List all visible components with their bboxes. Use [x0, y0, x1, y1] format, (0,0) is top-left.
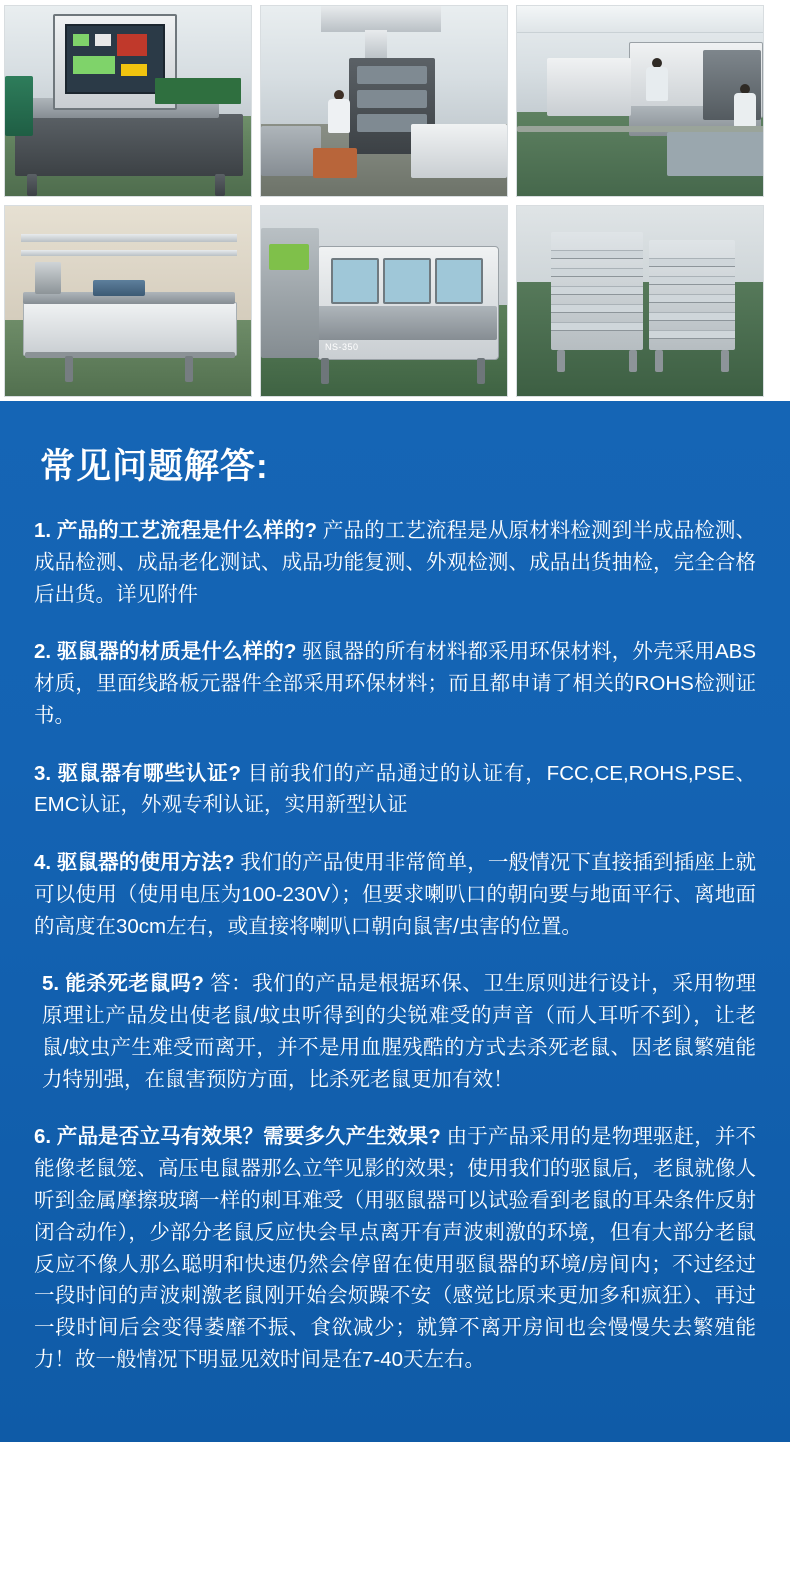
faq-question-material: 2. 驱鼠器的材质是什么样的?	[34, 640, 297, 664]
faq-answer-effect-time: 由于产品采用的是物理驱赶，并不能像老鼠笼、高压电鼠器那么立竿见影的效果；使用我们的驱鼠后，老鼠就像人听到金属摩擦玻璃一样的刺耳难受（用驱鼠器可以试验看到老鼠的耳朵条件反射闭合动作），少部分老鼠反应快会早点离开有声波刺激的环境，但有大部分老鼠反应不像人那么聪明和快速仍然会停留在使用驱鼠器的环境/房间内；不过经过一段时间的声波刺激老鼠刚开始会烦躁不安（感觉比原来更加多和疯狂）、再过一段时间后会变得萎靡不振、食欲减少；就算不离开房间也会慢慢失去繁殖能力！故一般情况下明显见效时间是在7-40天左右。	[34, 1125, 756, 1371]
photo-wave-soldering-machine-image	[261, 206, 507, 396]
faq-answer-certifications: 目前我们的产品通过的认证有，FCC,CE,ROHS,PSE、EMC认证，外观专利认证，实用新型认证	[34, 761, 756, 817]
factory-photo-gallery	[0, 0, 790, 401]
faq-answer-process-flow: 产品的工艺流程是从原材料检测到半成品检测、成品检测、成品老化测试、成品功能复测、外观检测、成品出货抽检，完全合格后出货。详见附件	[34, 519, 756, 606]
gallery-photo-aging-test-bench[interactable]	[4, 205, 252, 397]
photo-storage-racks-image	[517, 206, 763, 396]
faq-title: 常见问题解答:	[40, 447, 269, 486]
faq-answer-material: 驱鼠器的所有材料都采用环保材料，外壳采用ABS材质，里面线路板元器件全部采用环保材料；而且都申请了相关的ROHS检测证书。	[34, 640, 756, 727]
photo-smt-production-line-image	[517, 6, 763, 196]
faq-question-usage: 4. 驱鼠器的使用方法?	[34, 851, 235, 875]
faq-question-certifications: 3. 驱鼠器有哪些认证?	[34, 761, 242, 785]
gallery-photo-storage-racks[interactable]	[516, 205, 764, 397]
faq-question-kill-mouse: 5. 能杀死老鼠吗?	[42, 972, 204, 996]
faq-question-effect-time: 6. 产品是否立马有效果？需要多久产生效果?	[34, 1125, 441, 1149]
machine-model-caption: NS-350	[325, 342, 359, 352]
faq-item-certifications	[34, 758, 756, 822]
photo-aging-test-bench-image	[5, 206, 251, 396]
faq-section	[0, 401, 790, 1442]
faq-item-effect-time	[34, 1121, 756, 1375]
faq-answer-kill-mouse: 答：我们的产品是根据环保、卫生原则进行设计，采用物理原理让产品发出使老鼠/蚊虫听得到的尖锐难受的声音（而人耳听不到），让老鼠/蚊虫产生难受而离开，并不是用血腥残酷的方式去杀死老鼠、因老鼠繁殖能力特别强，在鼠害预防方面，比杀死老鼠更加有效！	[42, 972, 756, 1091]
faq-question-process-flow: 1. 产品的工艺流程是什么样的?	[34, 519, 318, 542]
faq-item-kill-mouse	[34, 968, 756, 1095]
gallery-photo-reflow-oven-operator[interactable]	[260, 5, 508, 197]
gallery-photo-aoi-inspection[interactable]	[4, 5, 252, 197]
faq-answer-usage: 我们的产品使用非常简单，一般情况下直接插到插座上就可以使用（使用电压为100-230V）；但要求喇叭口的朝向要与地面平行、离地面的高度在30cm左右，或直接将喇叭口朝向鼠害/虫害的位置。	[34, 851, 756, 938]
faq-item-material	[34, 636, 756, 731]
photo-aoi-inspection-image	[5, 6, 251, 196]
gallery-photo-smt-production-line[interactable]	[516, 5, 764, 197]
faq-item-process-flow	[34, 515, 756, 610]
faq-item-usage	[34, 847, 756, 942]
photo-reflow-oven-operator-image	[261, 6, 507, 196]
operator-figure	[323, 90, 355, 150]
gallery-photo-wave-soldering-machine[interactable]	[260, 205, 508, 397]
